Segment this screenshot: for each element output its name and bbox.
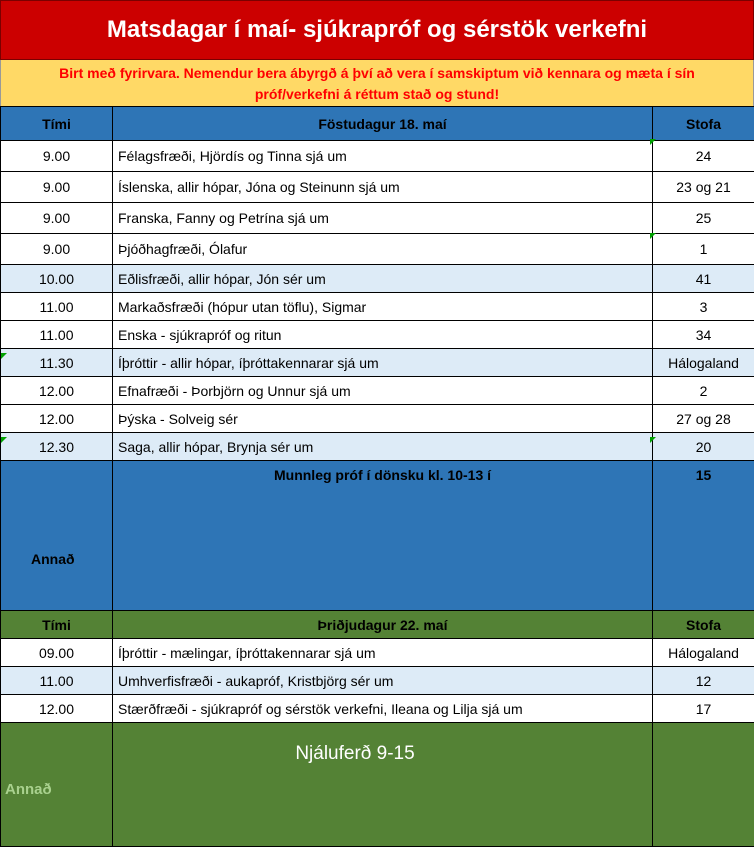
cell-room[interactable]: 41	[653, 265, 754, 293]
cell-room[interactable]: 23 og 21	[653, 172, 754, 203]
table-row	[1, 321, 754, 349]
cell-subject[interactable]: Umhverfisfræði - aukapróf, Kristbjörg sér um	[113, 667, 653, 695]
cell-time[interactable]: 9.00	[1, 172, 113, 203]
cell-subject[interactable]: Markaðsfræði (hópur utan töflu), Sigmar	[113, 293, 653, 321]
header-day[interactable]: Þriðjudagur 22. maí	[113, 611, 653, 639]
cell-room[interactable]: 1	[653, 234, 754, 265]
cell-subject[interactable]: Efnafræði - Þorbjörn og Unnur sjá um	[113, 377, 653, 405]
cell-subject[interactable]: Íþróttir - mælingar, íþróttakennarar sjá um	[113, 639, 653, 667]
cell-time[interactable]: 11.00	[1, 667, 113, 695]
cell-room[interactable]: 20	[653, 433, 754, 461]
cell-time[interactable]: 9.00	[1, 203, 113, 234]
other-row	[1, 461, 754, 617]
cell-room[interactable]: Hálogaland	[653, 639, 754, 667]
table-header-row	[1, 611, 754, 639]
cell-room[interactable]: Hálogaland	[653, 349, 754, 377]
cell-room[interactable]: 25	[653, 203, 754, 234]
cell-subject[interactable]: Þjóðhagfræði, Ólafur	[113, 234, 653, 265]
other-text[interactable]: Njáluferð 9-15	[113, 723, 653, 847]
header-room[interactable]: Stofa	[653, 611, 754, 639]
table-row	[1, 639, 754, 667]
cell-room[interactable]: 3	[653, 293, 754, 321]
cell-room[interactable]: 12	[653, 667, 754, 695]
table-row	[1, 433, 754, 461]
table-row	[1, 405, 754, 433]
cell-room[interactable]: 27 og 28	[653, 405, 754, 433]
cell-time[interactable]: 11.00	[1, 321, 113, 349]
header-time[interactable]: Tími	[1, 611, 113, 639]
cell-subject[interactable]: Stærðfræði - sjúkrapróf og sérstök verkefni, Ileana og Lilja sjá um	[113, 695, 653, 723]
cell-time[interactable]: 9.00	[1, 234, 113, 265]
cell-time[interactable]: 10.00	[1, 265, 113, 293]
cell-time[interactable]: 09.00	[1, 639, 113, 667]
cell-time[interactable]: 9.00	[1, 141, 113, 172]
table-row	[1, 695, 754, 723]
cell-subject[interactable]: Þýska - Solveig sér	[113, 405, 653, 433]
comment-marker-icon	[650, 139, 656, 145]
other-label[interactable]: Annað	[1, 461, 113, 617]
page-title: Matsdagar í maí- sjúkrapróf og sérstök verkefni	[0, 0, 754, 60]
schedule-table-friday	[0, 106, 754, 617]
table-row	[1, 293, 754, 321]
comment-marker-icon	[650, 437, 656, 443]
table-row	[1, 265, 754, 293]
table-row	[1, 141, 754, 172]
table-header-row	[1, 107, 754, 141]
cell-subject[interactable]: Félagsfræði, Hjördís og Tinna sjá um	[113, 141, 653, 172]
header-time[interactable]: Tími	[1, 107, 113, 141]
table-row	[1, 667, 754, 695]
other-room[interactable]	[653, 723, 754, 847]
cell-subject[interactable]: Íslenska, allir hópar, Jóna og Steinunn sjá um	[113, 172, 653, 203]
table-row	[1, 172, 754, 203]
cell-room[interactable]: 24	[653, 141, 754, 172]
cell-time[interactable]: 11.30	[1, 349, 113, 377]
cell-subject[interactable]: Eðlisfræði, allir hópar, Jón sér um	[113, 265, 653, 293]
other-room[interactable]: 15	[653, 461, 754, 617]
other-text[interactable]: Munnleg próf í dönsku kl. 10-13 í	[113, 461, 653, 617]
cell-time[interactable]: 11.00	[1, 293, 113, 321]
cell-time[interactable]: 12.00	[1, 695, 113, 723]
table-row	[1, 377, 754, 405]
cell-time[interactable]: 12.30	[1, 433, 113, 461]
comment-marker-icon	[1, 353, 7, 359]
other-label[interactable]: Annað	[1, 723, 113, 847]
comment-marker-icon	[650, 233, 656, 239]
header-room[interactable]: Stofa	[653, 107, 754, 141]
table-row	[1, 349, 754, 377]
disclaimer-line-1: Birt með fyrirvara. Nemendur bera ábyrgð á því að vera í samskiptum við kennara og mæta í sín	[1, 63, 753, 84]
cell-subject[interactable]: Saga, allir hópar, Brynja sér um	[113, 433, 653, 461]
cell-subject[interactable]: Franska, Fanny og Petrína sjá um	[113, 203, 653, 234]
table-row	[1, 234, 754, 265]
cell-subject[interactable]: Íþróttir - allir hópar, íþróttakennarar sjá um	[113, 349, 653, 377]
disclaimer-line-2: próf/verkefni á réttum stað og stund!	[1, 84, 753, 105]
cell-room[interactable]: 34	[653, 321, 754, 349]
schedule-table-tuesday	[0, 610, 754, 847]
disclaimer-note	[0, 60, 754, 106]
comment-marker-icon	[1, 437, 7, 443]
cell-time[interactable]: 12.00	[1, 405, 113, 433]
header-day[interactable]: Föstudagur 18. maí	[113, 107, 653, 141]
cell-room[interactable]: 17	[653, 695, 754, 723]
cell-subject[interactable]: Enska - sjúkrapróf og ritun	[113, 321, 653, 349]
cell-time[interactable]: 12.00	[1, 377, 113, 405]
table-row	[1, 203, 754, 234]
cell-room[interactable]: 2	[653, 377, 754, 405]
other-row	[1, 723, 754, 847]
